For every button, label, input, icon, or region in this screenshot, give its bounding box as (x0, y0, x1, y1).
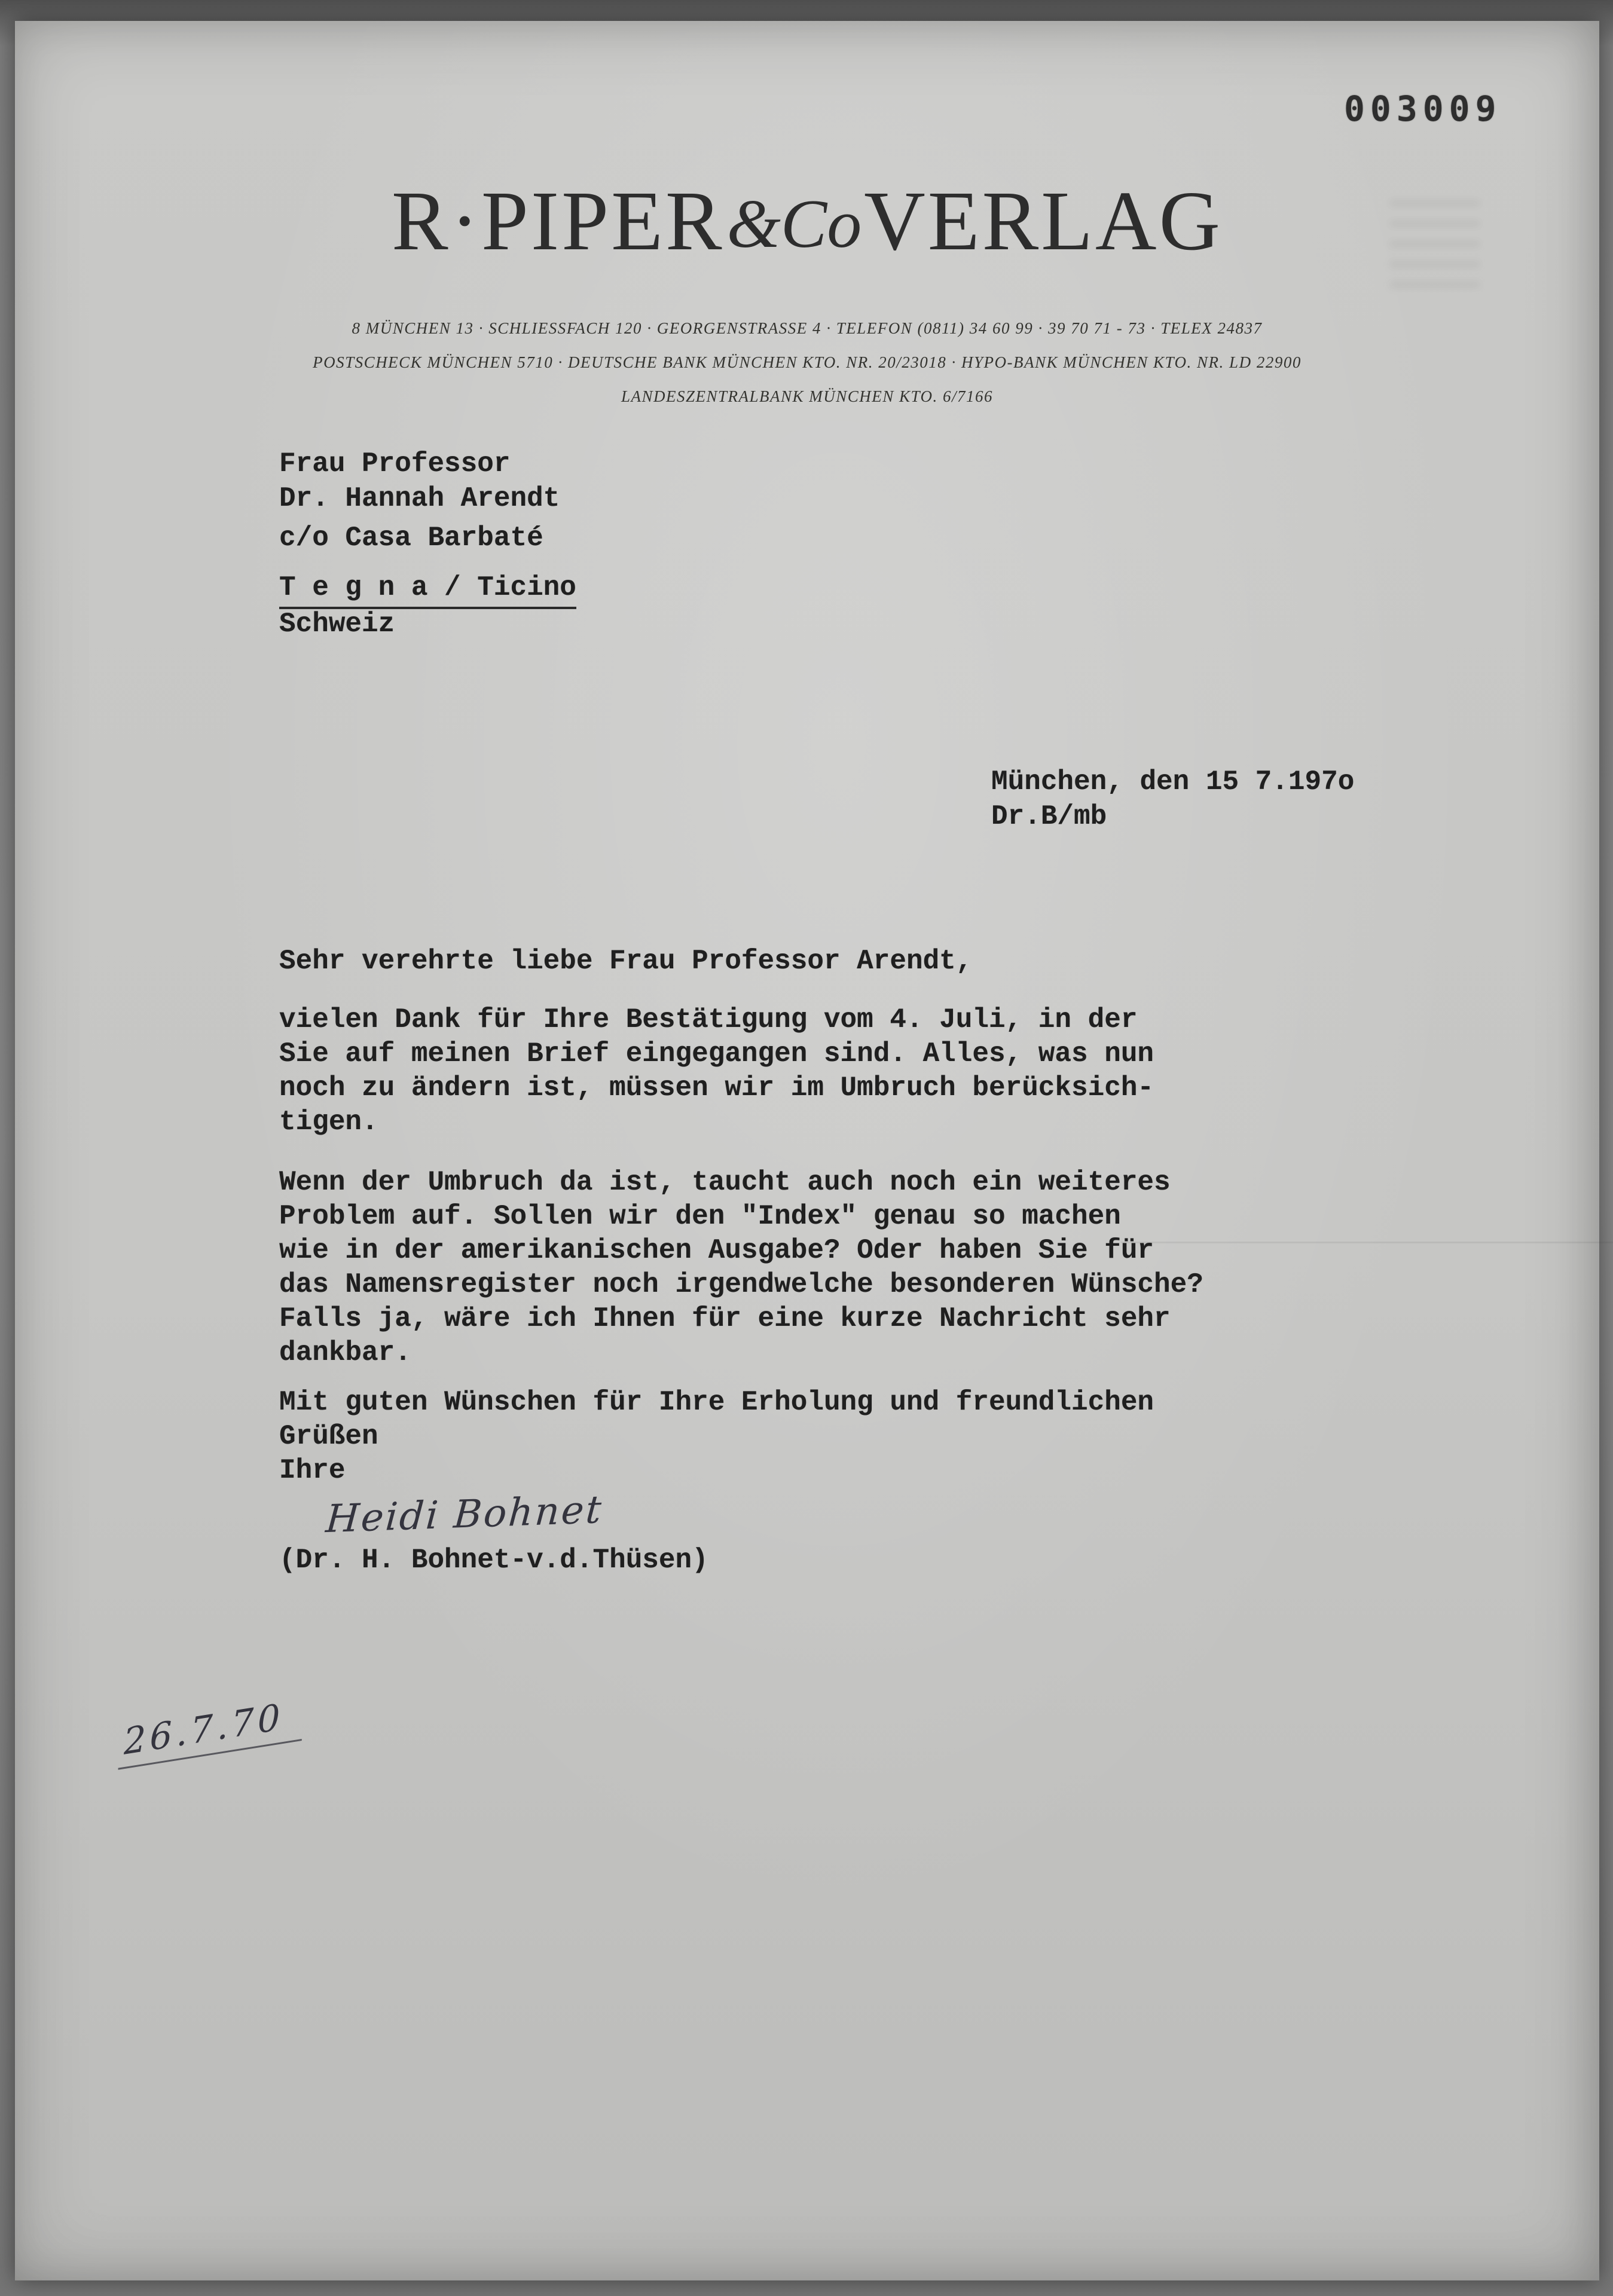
recipient-line-4-wrap (279, 571, 576, 609)
logo-part-1: R·PIPER (391, 173, 725, 268)
handwritten-signature: Heidi Bohnet (324, 1487, 604, 1542)
letterhead-address (15, 311, 1599, 414)
body-line: tigen. (279, 1106, 378, 1138)
body-paragraph-2 (279, 1166, 1203, 1370)
body-line: Problem auf. Sollen wir den "Index" genau so machen (279, 1201, 1121, 1232)
handwritten-date-note: 26.7.70 (117, 1693, 302, 1769)
letterhead-address-line-3: LANDESZENTRALBANK MÜNCHEN KTO. 6/7166 (621, 387, 994, 405)
body-line: Wenn der Umbruch da ist, taucht auch noch ein weiteres (279, 1167, 1171, 1198)
logo-ampersand: &Co (726, 186, 862, 262)
body-paragraph-1 (279, 1003, 1154, 1139)
body-line: Falls ja, wäre ich Ihnen für eine kurze Nachricht sehr (279, 1303, 1171, 1334)
body-line: dankbar. (279, 1337, 411, 1368)
typed-signature: (Dr. H. Bohnet-v.d.Thüsen) (279, 1545, 708, 1576)
letterhead-address-line-1: 8 MÜNCHEN 13 · SCHLIESSFACH 120 · GEORGENSTRASSE 4 · TELEFON (0811) 34 60 99 · 39 70 71 - 73 · TELEX 24837 (352, 319, 1263, 337)
recipient-line-3: c/o Casa Barbaté (279, 522, 543, 554)
recipient-line-4: T e g n a / Ticino (279, 571, 576, 609)
letterhead-address-line-2: POSTSCHECK MÜNCHEN 5710 · DEUTSCHE BANK MÜNCHEN KTO. NR. 20/23018 · HYPO-BANK MÜNCHEN KTO. NR. LD 22900 (313, 353, 1302, 371)
stamp-number: 003009 (1344, 88, 1502, 129)
closing-line: Grüßen (279, 1421, 378, 1452)
date-line: München, den 15 7.197o (991, 766, 1355, 797)
closing-line: Ihre (279, 1455, 346, 1486)
body-line: vielen Dank für Ihre Bestätigung vom 4. Juli, in der (279, 1004, 1138, 1035)
closing-block (279, 1386, 1154, 1488)
publisher-logo (15, 172, 1599, 270)
closing-line: Mit guten Wünschen für Ihre Erholung und freundlichen (279, 1387, 1154, 1418)
salutation: Sehr verehrte liebe Frau Professor Arendt, (279, 946, 973, 977)
paper-crease (1121, 1242, 1613, 1243)
body-line: wie in der amerikanischen Ausgabe? Oder haben Sie für (279, 1235, 1154, 1266)
body-line: noch zu ändern ist, müssen wir im Umbruch berücksich- (279, 1072, 1154, 1103)
reference-line: Dr.B/mb (991, 801, 1107, 832)
recipient-line-1: Frau Professor (279, 448, 511, 479)
recipient-line-5: Schweiz (279, 609, 395, 640)
body-line: das Namensregister noch irgendwelche besonderen Wünsche? (279, 1269, 1203, 1300)
logo-part-2: VERLAG (864, 173, 1223, 268)
paper (15, 21, 1599, 2280)
body-line: Sie auf meinen Brief eingegangen sind. Alles, was nun (279, 1038, 1154, 1069)
recipient-line-2: Dr. Hannah Arendt (279, 483, 560, 514)
